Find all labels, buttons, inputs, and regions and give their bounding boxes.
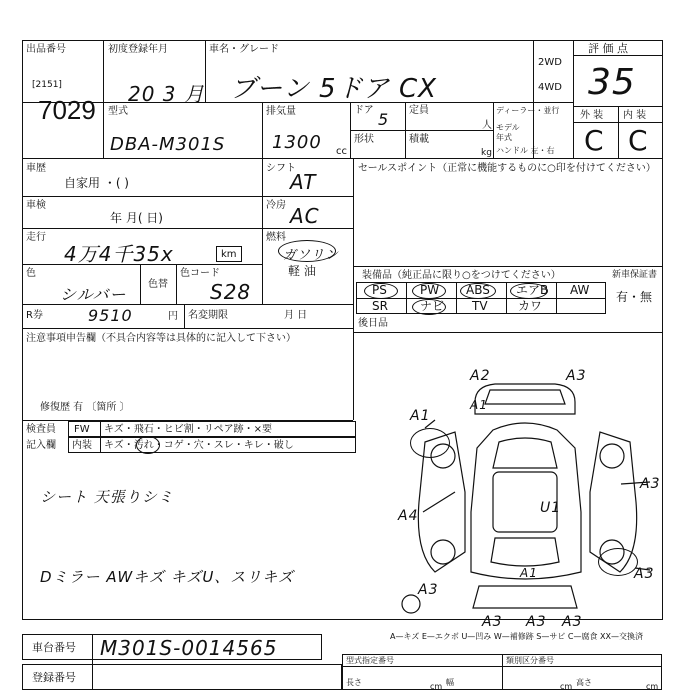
color-value: シルバー <box>60 285 127 304</box>
mark-a1: A1 <box>410 408 431 424</box>
cap-label: 定員 <box>409 105 429 116</box>
width-label: 幅 <box>446 678 454 687</box>
equip-leather: カワ <box>518 299 543 313</box>
divider <box>22 228 353 229</box>
fuel-circle <box>278 240 336 262</box>
load-unit: kg <box>481 148 492 158</box>
length-label: 長さ <box>346 678 362 687</box>
equip-pw: PW <box>420 283 440 297</box>
model-value: DBA-M301S <box>110 134 226 155</box>
shape-label: 形状 <box>354 134 374 145</box>
equip-label: 装備品（純正品に限り○をつけてください） <box>362 270 561 281</box>
km-unit: km <box>221 249 237 260</box>
height-unit: cm <box>646 682 659 691</box>
damage-circle <box>598 548 638 576</box>
divider <box>103 40 104 158</box>
mileage-label: 走行 <box>26 232 46 243</box>
cool-value: AC <box>290 204 320 228</box>
repair-text: 修復歴 有 〔箇所 〕 <box>40 402 130 413</box>
divider <box>456 282 457 314</box>
divider <box>353 158 354 420</box>
length-unit: cm <box>430 682 443 691</box>
year-label: 年式 <box>496 133 512 142</box>
dealer-label: ディーラー・並行 <box>496 106 560 115</box>
shift-value: AT <box>290 170 317 194</box>
note-seat: シート 天張りシミ <box>40 488 174 506</box>
int-label: 内 装 <box>623 110 647 121</box>
lot-number: 7029 <box>38 95 96 125</box>
divider <box>502 654 503 690</box>
divider <box>353 266 663 267</box>
namechange-label: 名変期限 <box>188 310 228 321</box>
divider <box>92 634 93 690</box>
mileage-value: 4万4千35x <box>64 242 174 266</box>
first-reg-label: 初度登録年月 <box>108 44 168 55</box>
equip-abs-circle <box>460 283 496 299</box>
damage-legend: A—キズ E—エクボ U—凹み W—補修跡 S—サビ C—腐食 XX—交換済 <box>390 632 644 641</box>
inspector-label: 検査員 <box>26 424 56 435</box>
mark-a4: A4 <box>398 508 419 524</box>
divider <box>22 328 353 329</box>
equip-ps: PS <box>372 283 387 297</box>
disp-value: 1300 <box>272 132 322 153</box>
equip-navi-circle <box>412 299 446 315</box>
notes-label: 注意事項申告欄（不具合内容等は具体的に記入して下さい） <box>26 333 296 344</box>
cool-label: 冷房 <box>266 200 286 211</box>
divider <box>573 55 663 56</box>
divider <box>506 282 507 314</box>
warranty-value: 有・無 <box>616 290 653 304</box>
yen-unit: 円 <box>168 311 178 322</box>
equip-airbag: エアB <box>516 283 549 297</box>
divider <box>533 40 534 158</box>
divider <box>493 102 494 158</box>
equip-sr: SR <box>372 299 388 313</box>
interior-stain-circle <box>136 436 160 454</box>
entry-label: 記入欄 <box>26 440 56 451</box>
mark-a3: A3 <box>562 614 583 630</box>
lot-code: [2151] <box>32 80 62 90</box>
chassis-value: M301S-0014565 <box>100 636 278 660</box>
first-reg-value: 20 3 月 <box>128 82 205 106</box>
interior-label: 内装 <box>72 440 92 451</box>
fuel-diesel: 軽 油 <box>288 264 316 278</box>
divider <box>406 282 407 314</box>
mark-a2: A2 <box>470 368 491 384</box>
equip-tv: TV <box>472 299 488 313</box>
divider <box>618 106 619 158</box>
width-unit: cm <box>560 682 573 691</box>
mark-a1-rear: A1 <box>520 566 538 580</box>
door-value: 5 <box>378 110 390 129</box>
history-value: 自家用 ・( ) <box>64 176 129 190</box>
fw-options: キズ・飛石・ヒビ割・リペア跡・×要 <box>104 424 272 435</box>
fuel-label: 燃料 <box>266 232 286 243</box>
class-code-label: 類別区分番号 <box>506 656 554 665</box>
divider <box>350 130 493 131</box>
divider <box>353 332 663 333</box>
fw-label: FW <box>74 424 90 435</box>
colorcode-label: 色コード <box>180 268 220 279</box>
note-mirror: Dミラー AWキズ キズU、スリキズ <box>40 568 294 586</box>
color-label: 色 <box>26 268 36 279</box>
mark-u1: U1 <box>540 500 562 516</box>
score-label: 評 価 点 <box>588 42 628 55</box>
wd2-label: 2WD <box>538 57 562 68</box>
recycle-label: R券 <box>26 310 43 321</box>
recycle-value: 9510 <box>88 306 133 325</box>
name-value: ブーン 5ドア CX <box>230 74 437 104</box>
inspect-label: 車検 <box>26 200 46 211</box>
disp-label: 排気量 <box>266 106 296 117</box>
chassis-label: 車台番号 <box>32 641 76 654</box>
equip-ps-circle <box>364 283 398 299</box>
divider <box>262 102 263 158</box>
mark-a3: A3 <box>418 582 439 598</box>
height-label: 高さ <box>576 678 592 687</box>
mark-a3: A3 <box>566 368 587 384</box>
inspect-value: 年 月( 日) <box>110 211 163 225</box>
equip-aw: AW <box>570 283 590 297</box>
int-value: C <box>628 124 649 157</box>
aftermarket-label: 後日品 <box>358 318 388 329</box>
divider <box>556 282 557 314</box>
fuel-gas: ガソリン <box>283 248 340 263</box>
type-cert-label: 型式指定番号 <box>346 656 394 665</box>
reg-label: 登録番号 <box>32 671 76 684</box>
mark-a3: A3 <box>526 614 547 630</box>
load-label: 積載 <box>409 134 429 145</box>
mark-a3: A3 <box>634 566 655 582</box>
equip-navi: ナビ <box>420 299 445 313</box>
wd4-label: 4WD <box>538 82 562 93</box>
shift-label: シフト <box>266 163 296 174</box>
divider <box>22 196 353 197</box>
interior-options: キズ・汚れ・コゲ・穴・スレ・キレ・破し <box>104 440 294 451</box>
name-label: 車名・グレード <box>209 44 279 55</box>
divider <box>100 421 101 453</box>
equip-airbag-circle <box>510 283 548 299</box>
door-label: ドア <box>354 105 374 116</box>
handle-label: ハンドル 左・右 <box>496 146 555 155</box>
ext-value: C <box>584 124 605 157</box>
namechange-value: 月 日 <box>284 310 308 321</box>
score-value: 35 <box>588 62 636 103</box>
mark-a3: A3 <box>640 476 661 492</box>
divider <box>176 264 177 304</box>
mark-a8: A3 <box>482 614 503 630</box>
ext-label: 外 装 <box>580 110 604 121</box>
divider <box>205 40 206 102</box>
colorchange-label: 色替 <box>148 279 168 290</box>
divider <box>184 304 185 328</box>
divider <box>140 264 141 304</box>
divider <box>262 158 263 304</box>
divider <box>22 158 663 159</box>
cc-unit: cc <box>336 146 347 157</box>
model-year-label: モデル <box>496 123 520 132</box>
cap-unit: 人 <box>482 120 492 131</box>
colorcode-value: S28 <box>210 280 252 304</box>
sales-point: セールスポイント（正常に機能するものに○印を付けてください） <box>358 163 656 174</box>
warranty-label: 新車保証書 <box>612 270 658 280</box>
equip-pw-circle <box>412 283 446 299</box>
divider <box>573 40 574 158</box>
equip-abs: ABS <box>466 283 490 297</box>
mark-a1-front: A1 <box>470 398 488 412</box>
lot-label: 出品番号 <box>26 44 66 55</box>
history-label: 車歴 <box>26 163 46 174</box>
damage-circle <box>410 428 450 458</box>
model-label: 型式 <box>108 106 128 117</box>
